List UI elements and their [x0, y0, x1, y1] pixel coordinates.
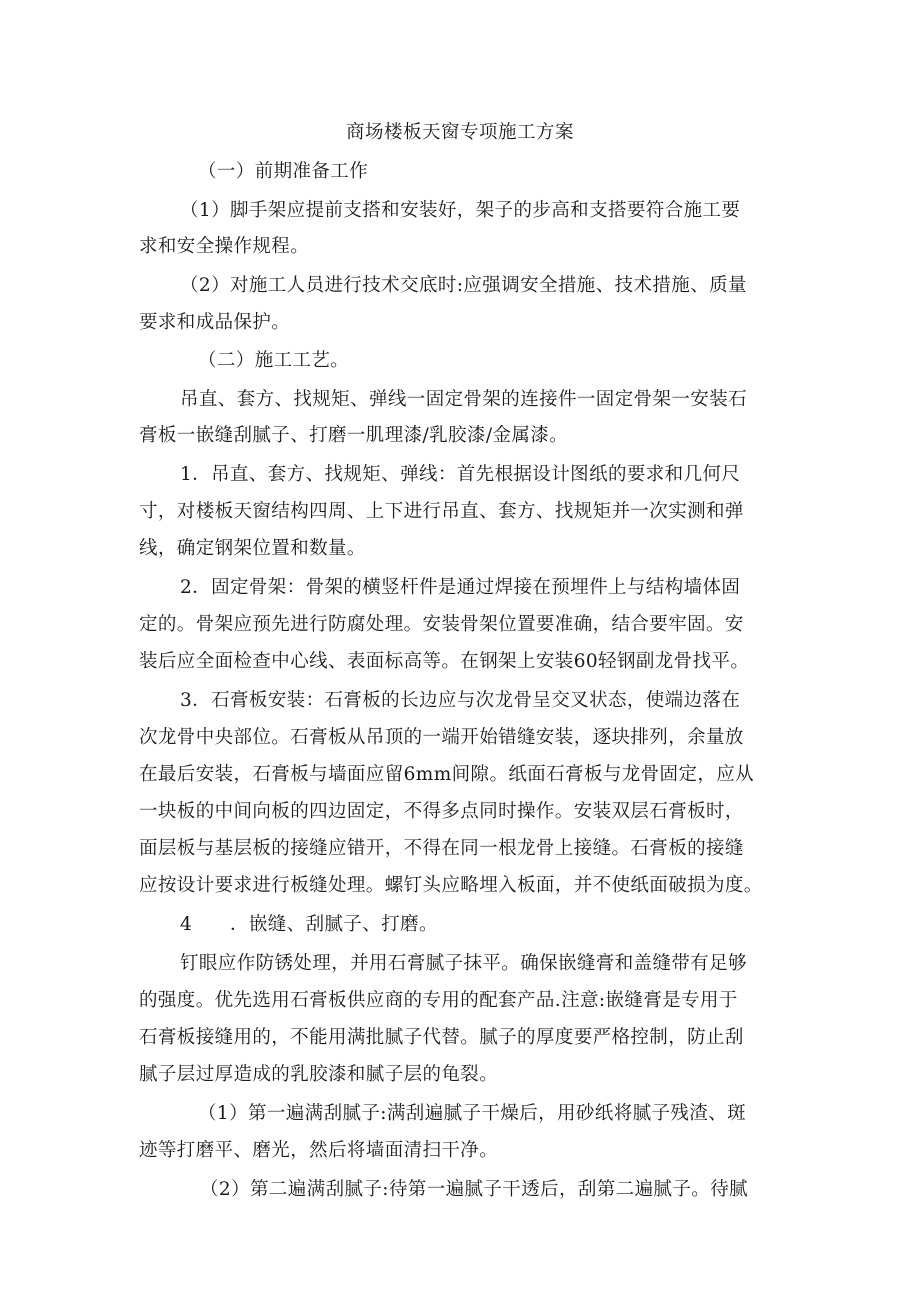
paragraph-line: 4 ．嵌缝、刮腻子、打磨。: [180, 914, 438, 935]
section-heading: （一）前期准备工作: [198, 161, 369, 182]
paragraph-line: 面层板与基层板的接缝应错开，不得在同一根龙骨上接缝。石膏板的接缝: [139, 838, 744, 859]
paragraph-line: 在最后安装，石膏板与墙面应留6mm间隙。纸面石膏板与龙骨固定，应从: [139, 764, 755, 785]
paragraph-line: 定的。骨架应预先进行防腐处理。安装骨架位置要准确，结合要牢固。安: [139, 614, 744, 635]
paragraph-line: （1）第一遍满刮腻子:满刮遍腻子干燥后，用砂纸将腻子残渣、斑: [198, 1103, 747, 1124]
paragraph-line: 2．固定骨架：骨架的横竖杆件是通过焊接在预埋件上与结构墙体固: [180, 577, 741, 598]
paragraph-line: 求和安全操作规程。: [139, 236, 310, 257]
paragraph-line: 应按设计要求进行板缝处理。螺钉头应略埋入板面，并不使纸面破损为度。: [139, 875, 763, 896]
paragraph-line: 次龙骨中央部位。石膏板从吊顶的一端开始错缝安装，逐块排列，余量放: [139, 727, 744, 748]
paragraph-line: 1．吊直、套方、找规矩、弹线：首先根据设计图纸的要求和几何尺: [180, 464, 741, 485]
section-heading: （二）施工工艺。: [198, 350, 350, 371]
paragraph-line: 吊直、套方、找规矩、弹线一固定骨架的连接件一固定骨架一安装石: [180, 389, 748, 410]
paragraph-line: 线，确定钢架位置和数量。: [139, 538, 366, 559]
paragraph-line: 腻子层过厚造成的乳胶漆和腻子层的龟裂。: [139, 1064, 499, 1085]
paragraph-line: 要求和成品保护。: [139, 312, 291, 333]
paragraph-line: 3．石膏板安装：石膏板的长边应与次龙骨呈交叉状态，使端边落在: [180, 690, 741, 711]
paragraph-line: 迹等打磨平、磨光，然后将墙面清扫干净。: [139, 1140, 499, 1161]
paragraph-line: 膏板一嵌缝刮腻子、打磨一肌理漆/乳胶漆/金属漆。: [139, 425, 569, 446]
paragraph-line: 钉眼应作防锈处理，并用石膏腻子抹平。确保嵌缝膏和盖缝带有足够: [180, 953, 748, 974]
paragraph-line: 寸，对楼板天窗结构四周、上下进行吊直、套方、找规矩并一次实测和弹: [139, 501, 744, 522]
paragraph-line: （1）脚手架应提前支搭和安装好，架子的步高和支搭要符合施工要: [180, 200, 741, 221]
paragraph-line: 装后应全面检查中心线、表面标高等。在钢架上安装60轻钢副龙骨找平。: [139, 651, 750, 672]
page-title: 商场楼板天窗专项施工方案: [345, 122, 574, 143]
paragraph-line: 石膏板接缝用的，不能用满批腻子代替。腻子的厚度要严格控制，防止刮: [139, 1027, 744, 1048]
paragraph-line: 一块板的中间向板的四边固定，不得多点同时操作。安装双层石膏板时，: [139, 801, 744, 822]
paragraph-line: 的强度。优先选用石膏板供应商的专用的配套产品.注意:嵌缝膏是专用于: [139, 990, 738, 1011]
paragraph-line: （2）对施工人员进行技术交底时:应强调安全措施、技术措施、质量: [180, 275, 747, 296]
paragraph-line: （2）第二遍满刮腻子:待第一遍腻子干透后，刮第二遍腻子。待腻: [200, 1179, 749, 1200]
